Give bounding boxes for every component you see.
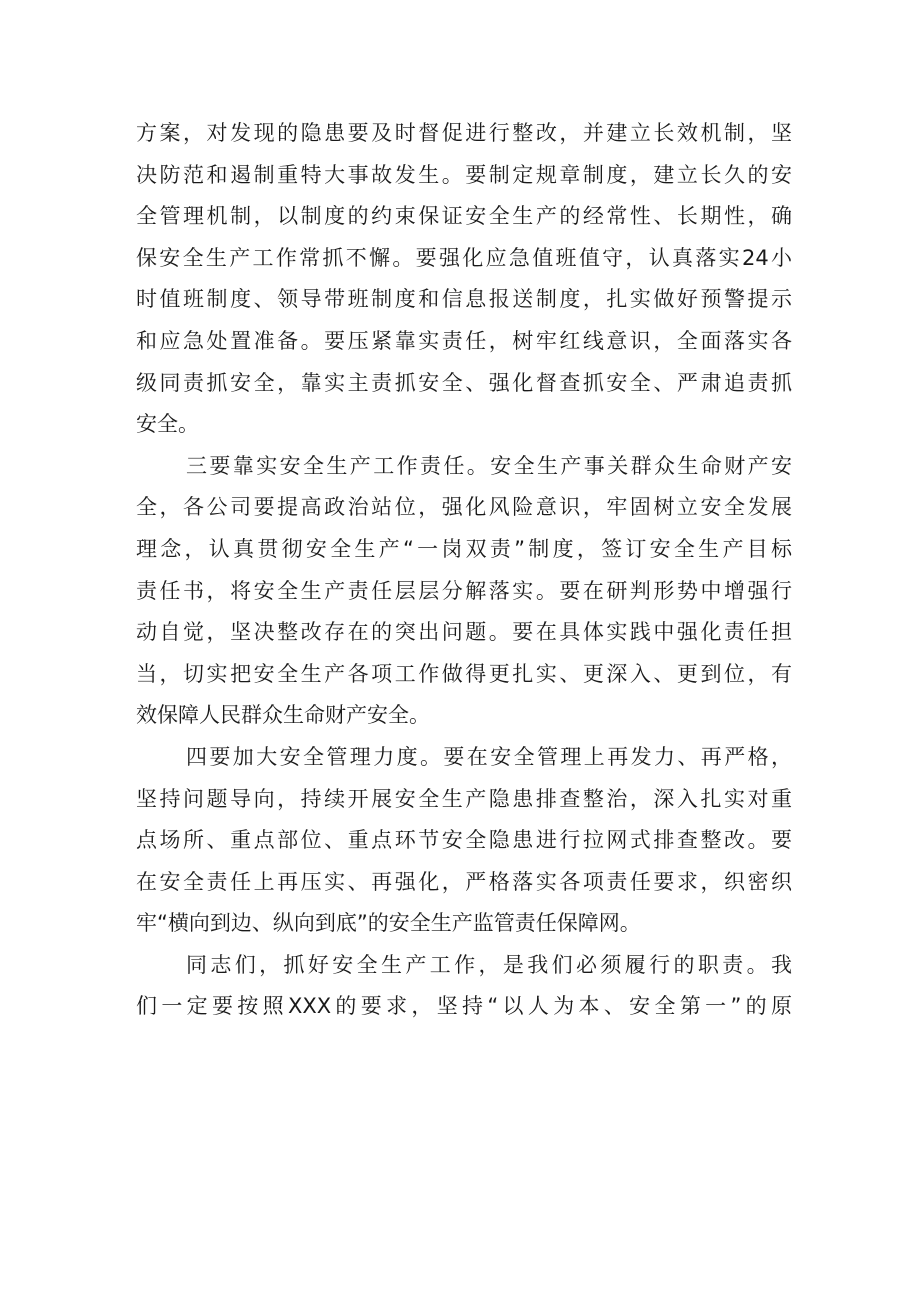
text-line: 们一定要按照XXX的要求，坚持“以人为本、安全第一”的原 [136,994,792,1019]
text-line: 在安全责任上再压实、再强化，严格落实各项责任要求，织密织 [136,869,792,894]
text-line: 级同责抓安全，靠实主责抓安全、强化督查抓安全、严肃追责抓 [136,370,792,395]
text-line: 效保障人民群众生命财产安全。 [136,703,430,728]
text-line: 保安全生产工作常抓不懈。要强化应急值班值守，认真落实24小 [136,245,792,270]
text-line: 责任书，将安全生产责任层层分解落实。要在研判形势中增强行 [136,578,792,603]
text-line: 决防范和遏制重特大事故发生。要制定规章制度，建立长久的安 [136,162,792,187]
text-line: 点场所、重点部位、重点环节安全隐患进行拉网式排查整改。要 [136,828,792,853]
text-line: 全管理机制，以制度的约束保证安全生产的经常性、长期性，确 [136,204,792,229]
text-line: 方案，对发现的隐患要及时督促进行整改，并建立长效机制，坚 [136,121,792,145]
paragraph-start-line: 四要加大安全管理力度。要在安全管理上再发力、再严格， [186,744,792,769]
text-line: 全，各公司要提高政治站位，强化风险意识，牢固树立安全发展 [136,495,792,520]
text-line: 动自觉，坚决整改存在的突出问题。要在具体实践中强化责任担 [136,620,792,645]
text-line: 当，切实把安全生产各项工作做得更扎实、更深入、更到位，有 [136,661,792,686]
paragraph-start-line: 三要靠实安全生产工作责任。安全生产事关群众生命财产安 [186,453,792,478]
text-line: 理念，认真贯彻安全生产“一岗双责”制度，签订安全生产目标 [136,536,792,561]
paragraph-start-line: 同志们，抓好安全生产工作，是我们必须履行的职责。我 [186,952,792,977]
text-line: 牢“横向到边、纵向到底”的安全生产监管责任保障网。 [136,911,641,936]
text-line: 和应急处置准备。要压紧靠实责任，树牢红线意识，全面落实各 [136,328,792,353]
text-line: 时值班制度、领导带班制度和信息报送制度，扎实做好预警提示 [136,287,792,312]
text-line: 安全。 [136,412,199,437]
document-body [136,113,792,1028]
text-line: 坚持问题导向，持续开展安全生产隐患排查整治，深入扎实对重 [136,786,792,811]
